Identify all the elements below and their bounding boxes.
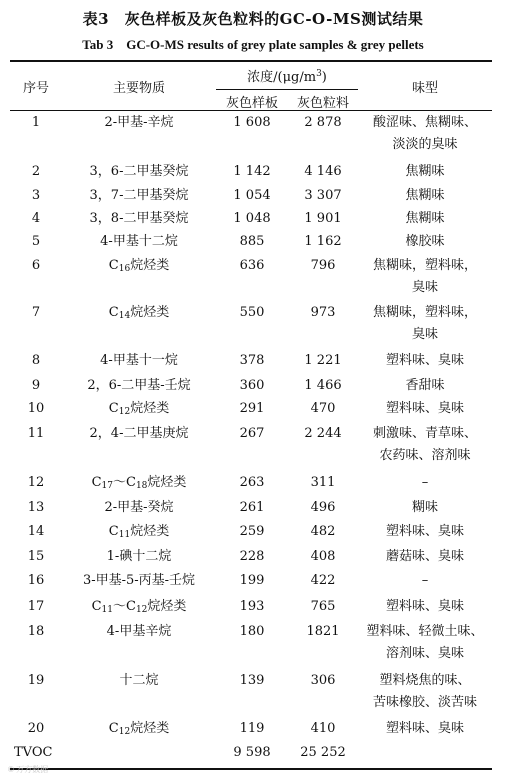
odor-type [358, 423, 492, 467]
substance-part: 2，6-二甲基-壬烷 [87, 378, 191, 393]
odor-line: – [421, 573, 429, 588]
plate-concentration: 1 048 [233, 211, 271, 226]
row-number: 13 [27, 500, 45, 515]
plate-concentration: 139 [239, 673, 265, 688]
odor-line: 蘑菇味、臭味 [385, 549, 464, 564]
carbon-subscript: 12 [118, 727, 131, 737]
odor-type [358, 375, 492, 397]
odor-line: 橡胶味 [405, 234, 445, 249]
substance-part: C [108, 524, 119, 539]
substance-part: 烷烃类 [130, 721, 170, 736]
odor-line: 塑料味、轻微土味、 [366, 624, 484, 639]
row-number: 16 [27, 573, 45, 588]
substance-name [62, 497, 216, 519]
substance-name [62, 255, 216, 277]
substance-name [62, 472, 216, 494]
carbon-subscript: 12 [135, 605, 148, 615]
substance-part: 烷烃类 [147, 475, 187, 490]
top-rule [10, 60, 492, 62]
header-plate: 灰色样板 [225, 96, 278, 111]
odor-line: – [421, 475, 429, 490]
carbon-subscript: 16 [118, 264, 131, 274]
substance-name [62, 375, 216, 397]
header-no: 序号 [22, 81, 49, 96]
pellet-concentration: 306 [310, 673, 336, 688]
pellet-concentration: 796 [310, 258, 336, 273]
odor-type [358, 718, 492, 740]
row-number: 4 [31, 211, 41, 226]
row-number: 1 [31, 115, 41, 130]
odor-line: 臭味 [411, 280, 438, 295]
carbon-subscript: 17 [101, 481, 113, 491]
odor-type [358, 398, 492, 420]
odor-line: 塑料味、臭味 [385, 721, 464, 736]
substance-part: C [108, 721, 119, 736]
substance-name [62, 398, 216, 420]
pellet-concentration: 2 878 [304, 115, 342, 130]
pellet-concentration: 1 466 [304, 378, 342, 393]
row-number: 9 [31, 378, 41, 393]
substance-part: 烷烃类 [130, 258, 170, 273]
header-concentration [216, 66, 358, 85]
row-number: 2 [31, 164, 41, 179]
pellet-concentration: 1 162 [304, 234, 342, 249]
plate-concentration: 378 [239, 353, 265, 368]
pellet-concentration: 765 [310, 599, 336, 614]
plate-concentration: 1 608 [233, 115, 271, 130]
carbon-subscript: 12 [118, 407, 131, 417]
row-number: 20 [27, 721, 45, 736]
row-number: 10 [27, 401, 45, 416]
odor-line: 焦糊味 [405, 211, 445, 226]
plate-concentration: 180 [239, 624, 265, 639]
odor-line: 焦糊味 [405, 164, 445, 179]
odor-type [358, 255, 492, 299]
substance-part: 3，6-二甲基癸烷 [89, 164, 189, 179]
odor-type [358, 208, 492, 230]
plate-concentration: 291 [239, 401, 265, 416]
header-concentration-suffix: ) [321, 70, 327, 85]
watermark: © 万方数据 [8, 765, 49, 774]
odor-line: 农药味、溶剂味 [379, 448, 471, 463]
substance-part: 烷烃类 [147, 599, 187, 614]
substance-part: 2-甲基-癸烷 [104, 500, 174, 515]
table-caption-en: Tab 3 GC-O-MS results of grey plate samples & grey pellets [82, 37, 424, 52]
odor-line: 塑料味、臭味 [385, 401, 464, 416]
substance-name [62, 670, 216, 692]
substance-name [62, 112, 216, 134]
pellet-concentration: 2 244 [304, 426, 342, 441]
substance-part: C [108, 305, 119, 320]
odor-type [358, 185, 492, 207]
pellet-concentration: 3 307 [304, 188, 342, 203]
plate-concentration: 228 [239, 549, 265, 564]
substance-part: C [108, 258, 119, 273]
substance-name [62, 423, 216, 445]
odor-type [358, 570, 492, 592]
substance-part: 4-甲基十二烷 [100, 234, 178, 249]
odor-type [358, 112, 492, 156]
header-odor: 味型 [411, 81, 438, 96]
plate-concentration: 119 [239, 721, 265, 736]
substance-name [62, 521, 216, 543]
odor-type [358, 302, 492, 346]
substance-name [62, 570, 216, 592]
substance-part: C [91, 599, 102, 614]
total-plate: 9 598 [233, 745, 271, 760]
odor-type [358, 231, 492, 253]
plate-concentration: 193 [239, 599, 265, 614]
substance-name [62, 208, 216, 230]
row-number: 17 [27, 599, 45, 614]
substance-name [62, 546, 216, 568]
pellet-concentration: 1 901 [304, 211, 342, 226]
substance-part: 十二烷 [119, 673, 159, 688]
row-number: 3 [31, 188, 41, 203]
table-caption-cn: 表3 灰色样板及灰色粒料的GC-O-MS测试结果 [82, 10, 424, 28]
row-number: 6 [31, 258, 41, 273]
carbon-subscript: 11 [118, 530, 131, 540]
odor-line: 刺激味、青草味、 [372, 426, 477, 441]
pellet-concentration: 482 [310, 524, 336, 539]
substance-name [62, 185, 216, 207]
odor-line: 焦糊味，塑料味， [372, 305, 477, 320]
substance-part: 烷烃类 [130, 401, 170, 416]
odor-type [358, 161, 492, 183]
total-label: TVOC [14, 745, 53, 760]
odor-type [358, 497, 492, 519]
substance-part: 烷烃类 [130, 305, 170, 320]
odor-line: 塑料味、臭味 [385, 599, 464, 614]
odor-line: 溶剂味、臭味 [385, 646, 464, 661]
bottom-rule [10, 768, 492, 770]
substance-part: 3，8-二甲基癸烷 [89, 211, 189, 226]
odor-line: 臭味 [411, 327, 438, 342]
substance-part: C [91, 475, 102, 490]
odor-type [358, 546, 492, 568]
substance-part: 2，4-二甲基庚烷 [89, 426, 189, 441]
pellet-concentration: 422 [310, 573, 336, 588]
carbon-subscript: 11 [101, 605, 113, 615]
row-number: 5 [31, 234, 41, 249]
odor-line: 淡淡的臭味 [392, 137, 458, 152]
substance-name [62, 350, 216, 372]
pellet-concentration: 496 [310, 500, 336, 515]
plate-concentration: 263 [239, 475, 265, 490]
odor-line: 酸涩味、焦糊味、 [372, 115, 477, 130]
substance-name [62, 621, 216, 643]
plate-concentration: 259 [239, 524, 265, 539]
pellet-concentration: 973 [310, 305, 336, 320]
row-number: 8 [31, 353, 41, 368]
pellet-concentration: 1 221 [304, 353, 342, 368]
substance-part: ～C [112, 475, 136, 490]
odor-type [358, 670, 492, 714]
odor-type [358, 596, 492, 618]
odor-type [358, 621, 492, 665]
odor-line: 焦糊味，塑料味， [372, 258, 477, 273]
plate-concentration: 199 [239, 573, 265, 588]
plate-concentration: 550 [239, 305, 265, 320]
row-number: 19 [27, 673, 45, 688]
odor-line: 塑料味、臭味 [385, 524, 464, 539]
substance-name [62, 302, 216, 324]
concentration-sub-rule [216, 89, 358, 90]
odor-line: 塑料烧焦的味、 [379, 673, 471, 688]
substance-name [62, 161, 216, 183]
odor-line: 香甜味 [405, 378, 445, 393]
odor-line: 焦糊味 [405, 188, 445, 203]
pellet-concentration: 1821 [306, 624, 340, 639]
plate-concentration: 885 [239, 234, 265, 249]
substance-name [62, 231, 216, 253]
pellet-concentration: 470 [310, 401, 336, 416]
carbon-subscript: 14 [118, 311, 131, 321]
substance-part: 1-碘十二烷 [106, 549, 172, 564]
substance-part: ～C [112, 599, 136, 614]
odor-type [358, 472, 492, 494]
odor-type [358, 521, 492, 543]
row-number: 7 [31, 305, 41, 320]
total-pellet: 25 252 [300, 745, 346, 760]
substance-part: 4-甲基辛烷 [106, 624, 172, 639]
substance-name [62, 718, 216, 740]
header-concentration-exponent: 3 [316, 69, 322, 79]
odor-type [358, 350, 492, 372]
header-substance: 主要物质 [112, 81, 165, 96]
row-number: 12 [27, 475, 45, 490]
substance-part: 3，7-二甲基癸烷 [89, 188, 189, 203]
carbon-subscript: 18 [135, 481, 148, 491]
row-number: 18 [27, 624, 45, 639]
substance-part: 3-甲基-5-丙基-壬烷 [82, 573, 196, 588]
substance-name [62, 596, 216, 618]
substance-part: 烷烃类 [130, 524, 170, 539]
plate-concentration: 360 [239, 378, 265, 393]
row-number: 15 [27, 549, 45, 564]
substance-part: C [108, 401, 119, 416]
plate-concentration: 636 [239, 258, 265, 273]
odor-line: 苦味橡胶、淡苦味 [372, 695, 477, 710]
header-pellet: 灰色粒料 [296, 96, 349, 111]
header-concentration-prefix: 浓度/(μg/m [247, 70, 317, 85]
plate-concentration: 1 054 [233, 188, 271, 203]
odor-line: 糊味 [411, 500, 438, 515]
pellet-concentration: 408 [310, 549, 336, 564]
pellet-concentration: 410 [310, 721, 336, 736]
pellet-concentration: 4 146 [304, 164, 342, 179]
plate-concentration: 267 [239, 426, 265, 441]
substance-part: 2-甲基-辛烷 [104, 115, 174, 130]
row-number: 11 [27, 426, 45, 441]
odor-line: 塑料味、臭味 [385, 353, 464, 368]
pellet-concentration: 311 [310, 475, 336, 490]
plate-concentration: 261 [239, 500, 265, 515]
substance-part: 4-甲基十一烷 [100, 353, 178, 368]
row-number: 14 [27, 524, 45, 539]
plate-concentration: 1 142 [233, 164, 271, 179]
